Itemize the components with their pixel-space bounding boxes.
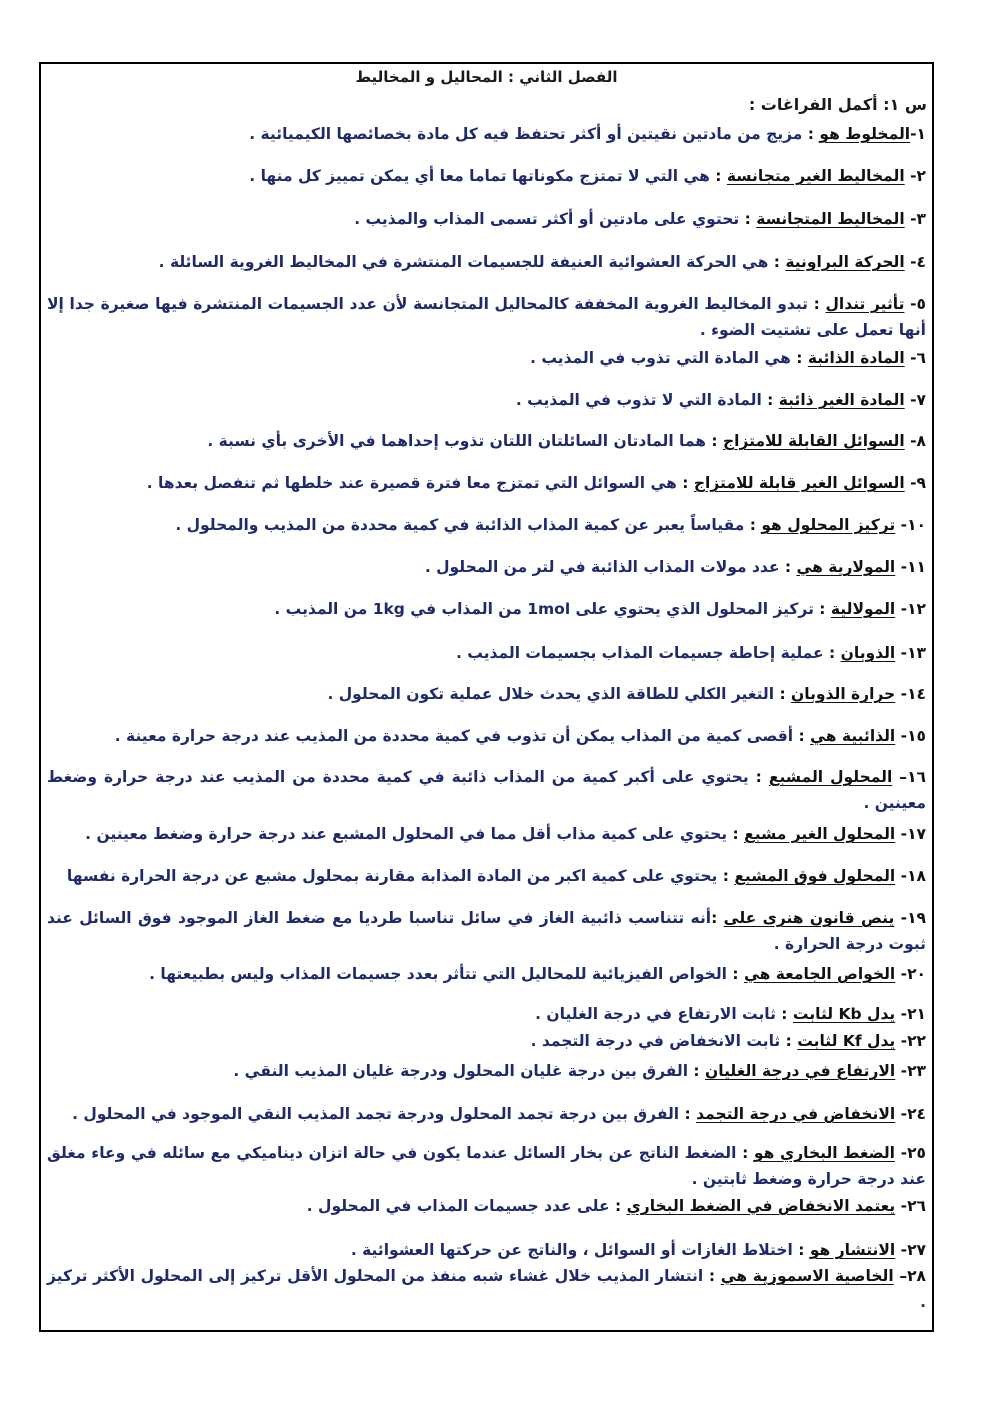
worksheet-frame [39,62,934,1332]
item-term: الانتشار هو [809,1241,896,1259]
item-definition: تبدو المخاليط الغروية المخففة كالمحاليل المتجانسة لأن عدد الجسيمات المنتشرة فيها صغيرة جدا إلا أنها تعمل على تشتيت الضوء . [47,295,926,339]
item-number: ٣- [904,210,926,228]
item-separator: : [717,867,735,885]
item-definition: هما المادتان السائلتان اللتان تذوب إحداهما في الأخرى بأي نسبة . [207,432,706,450]
item-separator: : [779,558,797,576]
item-separator: : [807,295,826,313]
item-definition: المادة التي لا تذوب في المذيب . [515,391,762,409]
definition-item [47,821,926,847]
item-separator: : [727,825,745,843]
item-separator: : [823,644,841,662]
definition-item [47,863,926,889]
item-number: ١- [910,125,926,143]
item-term: الخاصية الاسموزية هي [720,1267,894,1285]
item-term: الضغط البخاري هو [753,1144,895,1162]
item-separator: : [679,1105,697,1123]
item-number: ١٦– [892,768,926,786]
definition-item [47,1263,926,1315]
item-number: ٤- [904,253,926,271]
item-number: ٧- [904,391,926,409]
item-separator: : [774,685,792,703]
item-number: ٢٧- [895,1241,926,1259]
item-definition: مزيج من مادتين نقيتين أو أكثر تحتفظ فيه كل مادة بخصائصها الكيميائية . [249,125,803,143]
item-separator: : [688,1062,706,1080]
item-number: ٢- [904,167,926,185]
item-definition: ثابت الارتفاع في درجة الغليان . [535,1005,776,1023]
definition-item [47,681,926,707]
item-number: ٥- [904,295,926,313]
definition-item [47,121,926,147]
item-separator: : [813,600,831,618]
item-separator: : [676,474,694,492]
item-definition: التغير الكلي للطاقة الذي يحدث خلال عملية تكون المحلول . [327,685,775,703]
item-definition: يحتوي على أكبر كمية من المذاب ذائبة في كمية محددة من المذيب عند درجة حرارة وضغط معينين . [47,768,926,812]
definition-item [47,596,926,622]
item-term: حرارة الذوبان [791,685,896,703]
definition-item [47,723,926,749]
definition-item [47,1001,926,1027]
definition-item [47,206,926,232]
item-number: ٢٥- [895,1144,926,1162]
item-separator: : [761,391,779,409]
definition-item [47,1028,926,1054]
item-separator: : [706,432,723,450]
item-definition: الفرق بين درجة تجمد المحلول ودرجة تجمد المذيب النقي الموجود في المحلول . [72,1105,680,1123]
definition-item [47,249,926,275]
item-separator: : [739,210,757,228]
definition-item [47,1101,926,1127]
item-term: ينص قانون هنرى على [723,909,895,927]
item-definition: عملية إحاطة جسيمات المذاب بجسيمات المذيب . [456,644,824,662]
item-definition: على عدد جسيمات المذاب في المحلول . [306,1197,610,1215]
item-number: ١٧- [895,825,926,843]
item-term: المخلوط هو [819,125,911,143]
item-separator: : [609,1197,627,1215]
item-number: ١٨- [895,867,926,885]
definition-item [47,764,926,816]
definition-item [47,428,926,454]
item-separator: : [736,1144,754,1162]
definition-item [47,1193,926,1219]
item-number: ١٥- [895,727,926,745]
item-term: المحلول الغير مشبع [744,825,896,843]
definition-item [47,1058,926,1084]
definition-item [47,512,926,538]
item-definition: هي السوائل التي تمتزج معا فترة قصيرة عند خلطها ثم تنفصل بعدها . [146,474,677,492]
item-separator: : [775,1005,793,1023]
item-definition: الضغط الناتج عن بخار السائل عندما يكون في حالة اتزان ديناميكي مع سائله في وعاء مغلق عند درجة حرارة وضغط ثابتين . [47,1144,926,1188]
item-separator: : [744,516,762,534]
item-separator: : [802,125,820,143]
item-separator: : [790,349,808,367]
item-number: ٢٨– [893,1267,926,1285]
item-definition: يحتوي على كمية مذاب أقل مما في المحلول المشبع عند درجة حرارة وضغط معينين . [85,825,728,843]
item-term: السوائل الغير قابلة للامتزاج [693,474,905,492]
item-separator: : [711,909,724,927]
item-term: المحلول المشبع [768,768,893,786]
item-number: ٢٠- [895,965,926,983]
item-separator: : [793,727,811,745]
item-term: يعتمد الانخفاض في الضغط البخاري [626,1197,896,1215]
item-number: ٢١- [895,1005,926,1023]
item-term: المحلول فوق المشبع [734,867,896,885]
definition-item [47,163,926,189]
item-term: الارتفاع في درجة الغليان [705,1062,896,1080]
item-definition: هي المادة التي تذوب في المذيب . [530,349,791,367]
question-heading: س ١: أكمل الفراغات : [748,95,927,114]
item-number: ٢٦- [895,1197,926,1215]
item-number: ٢٤- [895,1105,926,1123]
item-definition: هي الحركة العشوائية العنيفة للجسيمات المنتشرة في المخاليط الغروية السائلة . [158,253,769,271]
item-term: الذوبان [840,644,896,662]
item-term: الخواص الجامعة هي [743,965,896,983]
item-number: ١١- [895,558,926,576]
definition-item [47,640,926,666]
item-definition: ثابت الانخفاض في درجة التجمد . [530,1032,781,1050]
item-number: ٢٣- [895,1062,926,1080]
item-definition: يحتوي على كمية اكبر من المادة المذابة مقارنة بمحلول مشبع عن درجة الحرارة نفسها [66,867,718,885]
definition-item [47,961,926,987]
item-separator: : [726,965,744,983]
item-number: ١٠- [895,516,926,534]
item-definition: عدد مولات المذاب الذائبة في لتر من المحلول . [424,558,780,576]
item-separator: : [709,167,727,185]
item-definition: اختلاط الغازات أو السوائل ، والناتج عن حركتها العشوائية . [350,1241,793,1259]
item-number: ١٩- [894,909,926,927]
item-number: ١٤- [895,685,926,703]
item-term: الانخفاض في درجة التجمد [696,1105,896,1123]
definition-item [47,345,926,371]
item-definition: أنه تتناسب ذائبية الغاز في سائل تناسبا طرديا مع ضغط الغاز الموجود فوق السائل عند ثبوت درجة الحرارة . [47,909,926,953]
item-term: المولالية [830,600,896,618]
item-definition: مقياساً يعبر عن كمية المذاب الذائبة في كمية محددة من المذيب والمحلول . [175,516,745,534]
item-term: السوائل القابلة للامتزاج [723,432,905,450]
item-separator: : [748,768,769,786]
item-term: تأثير تندال [825,295,905,313]
item-term: المخاليط المتجانسة [756,210,905,228]
item-definition: الفرق بين درجة غليان المحلول ودرجة غليان المذيب النقي . [233,1062,689,1080]
item-term: تركيز المحلول هو [761,516,896,534]
item-term: المادة الغير ذائبة [778,391,905,409]
definition-item [47,554,926,580]
item-term: يدل Kf لثابت [797,1032,896,1050]
item-term: الذائبية هي [810,727,896,745]
item-definition: تركيز المحلول الذي يحتوي على 1mol من المذاب في 1kg من المذيب . [274,600,814,618]
definition-item [47,905,926,957]
definition-item [47,1140,926,1192]
item-term: الحركة البراونية [785,253,905,271]
definition-item [47,387,926,413]
item-definition: تحتوي على مادتين أو أكثر تسمى المذاب والمذيب . [354,210,740,228]
item-separator: : [792,1241,810,1259]
definition-item [47,470,926,496]
item-number: ٦- [904,349,926,367]
definition-item [47,1237,926,1263]
item-definition: انتشار المذيب خلال غشاء شبه منفذ من المحلول الأقل تركيز إلى المحلول الأكثر تركيز . [47,1267,926,1311]
item-definition: الخواص الفيزيائية للمحاليل التي تتأثر بعدد جسيمات المذاب وليس بطبيعتها . [149,965,727,983]
item-separator: : [703,1267,721,1285]
item-number: ١٣- [895,644,926,662]
definition-item [47,291,926,343]
page-title: الفصل الثاني : المحاليل و المخاليط [355,68,618,86]
item-term: المولارية هي [796,558,896,576]
item-term: المادة الذائبة [807,349,905,367]
item-definition: هي التي لا تمتزج مكوناتها تماما معا أي يمكن تمييز كل منها . [249,167,710,185]
item-term: المخاليط الغير متجانسة [726,167,905,185]
item-number: ١٢- [895,600,926,618]
item-definition: أقصى كمية من المذاب يمكن أن تذوب في كمية محددة من المذيب عند درجة حرارة معينة . [114,727,794,745]
item-separator: : [780,1032,798,1050]
item-number: ٨- [904,432,926,450]
item-term: يدل Kb لثابت [792,1005,896,1023]
item-number: ٩- [904,474,926,492]
item-separator: : [768,253,786,271]
item-number: ٢٢- [895,1032,926,1050]
